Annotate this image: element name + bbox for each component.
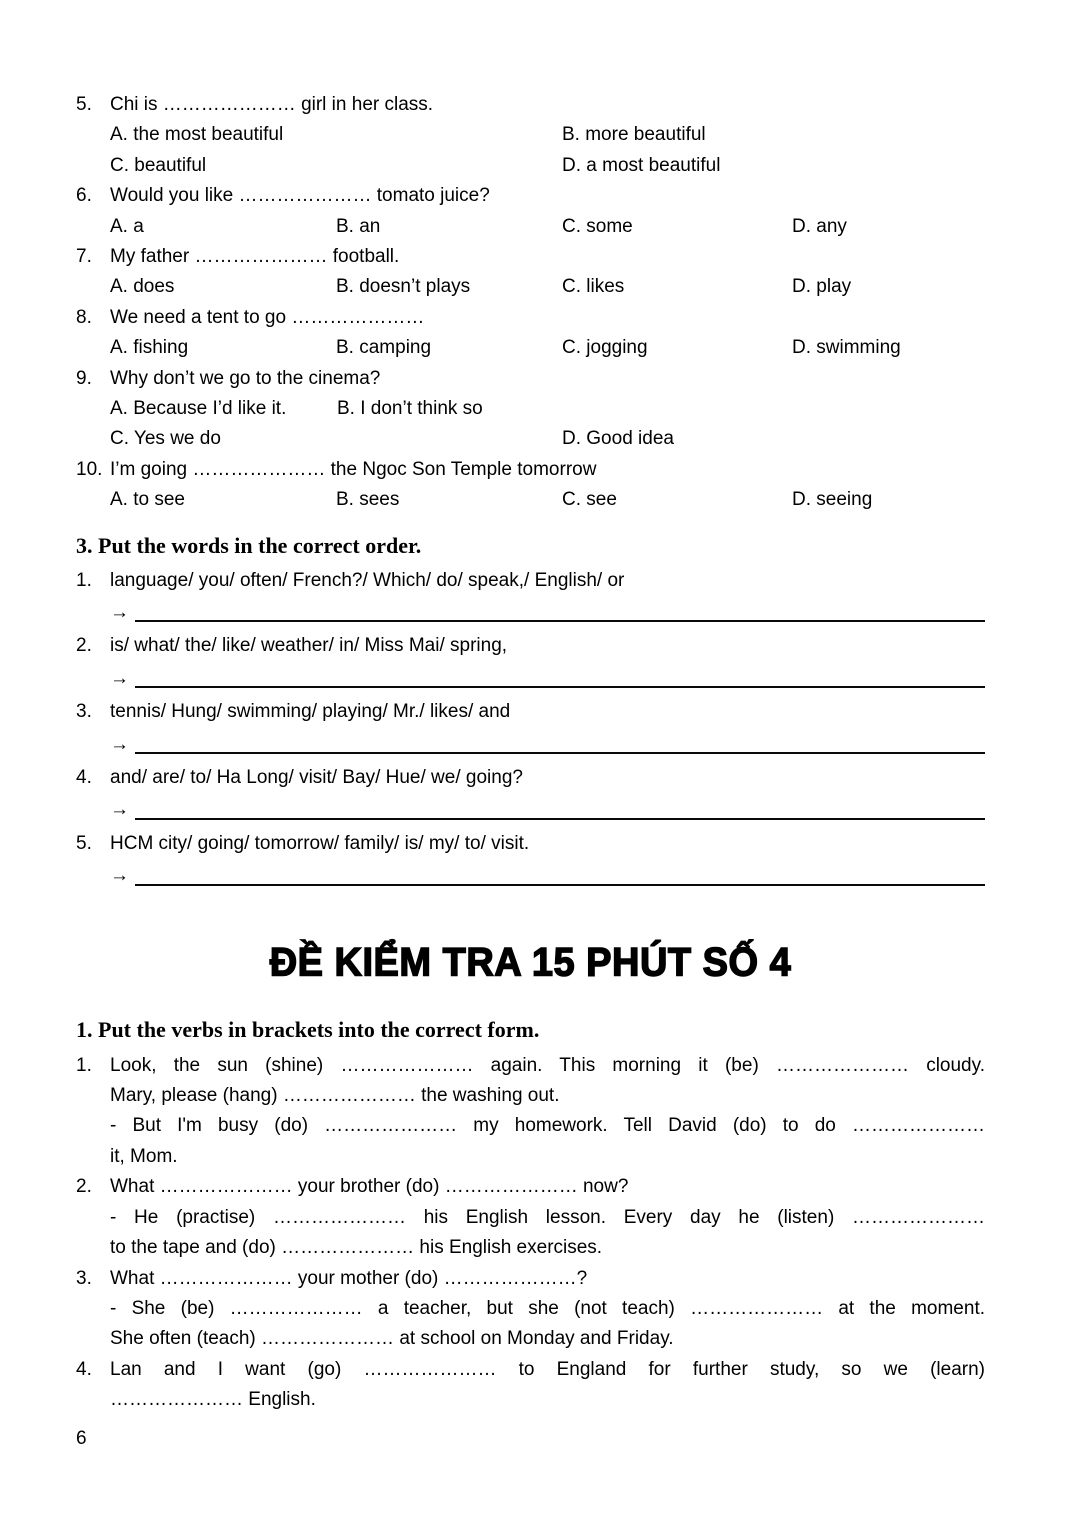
verb-line: Mary, please (hang) ………………… the washing out.: [110, 1085, 560, 1107]
order-item-4: [76, 763, 985, 793]
question-text: We need a tent to go …………………: [110, 306, 425, 328]
item-body: [110, 1172, 985, 1263]
question-number: 10.: [76, 458, 103, 480]
question-text: I’m going ………………… the Ngoc Son Temple tomorrow: [110, 458, 597, 480]
order-item-3: [76, 697, 985, 727]
question-text: Why don’t we go to the cinema?: [110, 367, 381, 389]
item-number: 4.: [76, 767, 92, 789]
verb-item-2: [76, 1172, 985, 1263]
mc-question-8: [76, 303, 985, 364]
question-number: 8.: [76, 306, 92, 328]
item-text: HCM city/ going/ tomorrow/ family/ is/ my/ to/ visit.: [110, 832, 530, 854]
option: B. more beautiful: [562, 124, 706, 146]
option: D. play: [792, 276, 852, 298]
item-text: language/ you/ often/ French?/ Which/ do/ speak,/ English/ or: [110, 569, 625, 591]
question-body: [110, 455, 985, 516]
mc-question-7: [76, 242, 985, 303]
option: B. I don’t think so: [337, 398, 483, 420]
option: B. camping: [336, 337, 432, 359]
options-row: [110, 424, 985, 454]
option: D. swimming: [792, 337, 901, 359]
verb-line: - She (be) ………………… a teacher, but she (not teach) ………………… at the moment.: [110, 1297, 985, 1319]
item-number: 3.: [76, 1267, 92, 1289]
option: D. seeing: [792, 489, 873, 511]
answer-blank-line: [135, 620, 985, 622]
option: D. any: [792, 215, 847, 237]
question-body: [110, 181, 985, 242]
verb-line: to the tape and (do) ………………… his English exercises.: [110, 1237, 603, 1259]
option: C. see: [562, 489, 617, 511]
answer-blank-line: [135, 686, 985, 688]
verb-line: Look, the sun (shine) ………………… again. This morning it (be) ………………… cloudy.: [110, 1054, 985, 1076]
section-heading-verbs: 1. Put the verbs in brackets into the correct form.: [76, 1016, 540, 1042]
arrow-icon: →: [110, 865, 129, 887]
question-number: 6.: [76, 185, 92, 207]
page-number: 6: [76, 1428, 87, 1449]
mc-question-9: [76, 364, 985, 455]
verb-line: She often (teach) ………………… at school on Monday and Friday.: [110, 1328, 674, 1350]
arrow-icon: →: [110, 602, 129, 624]
verb-line: What ………………… your brother (do) ………………… now?: [110, 1176, 629, 1198]
item-number: 2.: [76, 635, 92, 657]
arrow-icon: →: [110, 799, 129, 821]
verb-line: ………………… English.: [110, 1389, 316, 1411]
answer-blank-line: [135, 884, 985, 886]
verb-item-1: [76, 1051, 985, 1173]
option: C. likes: [562, 276, 625, 298]
verb-line: What ………………… your mother (do) …………………?: [110, 1267, 588, 1289]
option: C. some: [562, 215, 633, 237]
option: C. Yes we do: [110, 428, 221, 450]
item-body: [110, 1355, 985, 1416]
option: A. does: [110, 276, 175, 298]
question-body: [110, 303, 985, 364]
item-number: 1.: [76, 569, 92, 591]
verb-line: Lan and I want (go) ………………… to England for further study, so we (learn): [110, 1358, 985, 1380]
item-text: is/ what/ the/ like/ weather/ in/ Miss Mai/ spring,: [110, 635, 508, 657]
arrow-icon: →: [110, 733, 129, 755]
options-row: [110, 333, 985, 363]
options-row: [110, 272, 985, 302]
option: B. an: [336, 215, 381, 237]
test-title: ĐỀ KIỂM TRA 15 PHÚT SỐ 4: [269, 940, 792, 985]
question-body: [110, 242, 985, 303]
order-item-5: [76, 829, 985, 859]
option: B. doesn’t plays: [336, 276, 471, 298]
order-item-1: [76, 566, 985, 596]
question-text: My father ………………… football.: [110, 246, 400, 268]
mc-question-10: [76, 455, 985, 516]
option: A. the most beautiful: [110, 124, 284, 146]
question-number: 5.: [76, 94, 92, 115]
option: C. beautiful: [110, 154, 207, 176]
section-heading-order: 3. Put the words in the correct order.: [76, 532, 422, 558]
question-text: Chi is ………………… girl in her class.: [110, 94, 434, 115]
item-number: 3.: [76, 701, 92, 723]
option: A. Because I’d like it.: [110, 398, 287, 420]
order-item-2: [76, 631, 985, 661]
item-body: [110, 1051, 985, 1173]
option: B. sees: [336, 489, 400, 511]
options-row: [110, 212, 985, 242]
verb-line: - He (practise) ………………… his English lesson. Every day he (listen) …………………: [110, 1206, 985, 1228]
question-body: [110, 90, 985, 181]
question-number: 7.: [76, 246, 92, 268]
verb-line: it, Mom.: [110, 1145, 178, 1167]
item-body: [110, 1264, 985, 1355]
verb-line: - But I'm busy (do) ………………… my homework. Tell David (do) to do …………………: [110, 1115, 985, 1137]
answer-blank-line: [135, 752, 985, 754]
options-row: [110, 120, 985, 150]
answer-line: [110, 598, 985, 628]
option: A. to see: [110, 489, 185, 511]
question-text: Would you like ………………… tomato juice?: [110, 185, 490, 207]
option: A. a: [110, 215, 144, 237]
item-number: 2.: [76, 1176, 92, 1198]
options-row: [110, 151, 985, 181]
answer-line: [110, 861, 985, 891]
mc-question-6: [76, 181, 985, 242]
arrow-icon: →: [110, 667, 129, 689]
verb-item-3: [76, 1264, 985, 1355]
question-number: 9.: [76, 367, 92, 389]
answer-line: [110, 730, 985, 760]
answer-blank-line: [135, 818, 985, 820]
answer-line: [110, 795, 985, 825]
item-number: 1.: [76, 1054, 92, 1076]
item-text: tennis/ Hung/ swimming/ playing/ Mr./ likes/ and: [110, 701, 511, 723]
option: A. fishing: [110, 337, 189, 359]
verb-item-4: [76, 1355, 985, 1416]
option: C. jogging: [562, 337, 648, 359]
answer-line: [110, 664, 985, 694]
item-number: 5.: [76, 832, 92, 854]
item-text: and/ are/ to/ Ha Long/ visit/ Bay/ Hue/ we/ going?: [110, 767, 523, 789]
option: D. Good idea: [562, 428, 674, 450]
mc-question-5: [76, 90, 985, 181]
question-body: [110, 364, 985, 455]
option: D. a most beautiful: [562, 154, 721, 176]
options-row: [110, 485, 985, 515]
options-row: [110, 394, 985, 424]
item-number: 4.: [76, 1358, 92, 1380]
